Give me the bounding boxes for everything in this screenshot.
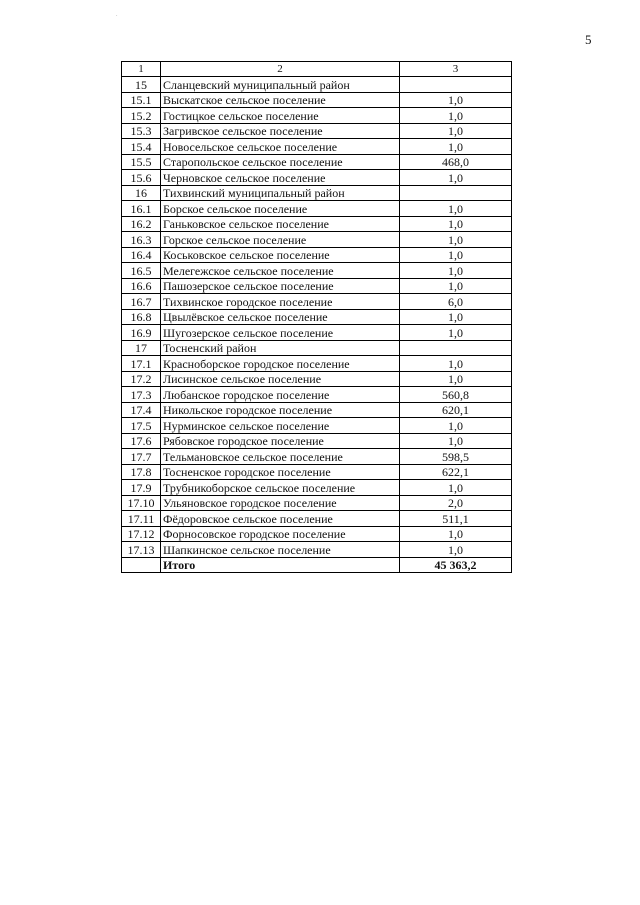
settlement-name-cell: Рябовское городское поселение bbox=[161, 433, 400, 449]
value-cell: 622,1 bbox=[400, 464, 512, 480]
settlement-name-cell: Форносовское городское поселение bbox=[161, 526, 400, 542]
table-row bbox=[122, 464, 512, 480]
row-number-cell: 17.1 bbox=[122, 356, 161, 372]
table-row bbox=[122, 433, 512, 449]
settlement-name-cell: Тихвинское городское поселение bbox=[161, 294, 400, 310]
settlement-name-cell: Мелегежское сельское поселение bbox=[161, 263, 400, 279]
settlement-name-cell: Трубникоборское сельское поселение bbox=[161, 480, 400, 496]
value-cell: 468,0 bbox=[400, 154, 512, 170]
row-number-cell: 15 bbox=[122, 77, 161, 93]
header-cell-1: 1 bbox=[122, 62, 161, 77]
row-number-cell: 16.5 bbox=[122, 263, 161, 279]
value-cell bbox=[400, 340, 512, 356]
settlement-name-cell: Загривское сельское поселение bbox=[161, 123, 400, 139]
row-number-cell: 17.3 bbox=[122, 387, 161, 403]
row-number-cell: 17.11 bbox=[122, 511, 161, 527]
row-number-cell: 17.12 bbox=[122, 526, 161, 542]
total-empty-cell bbox=[122, 557, 161, 573]
table-row bbox=[122, 77, 512, 93]
settlement-name-cell: Сланцевский муниципальный район bbox=[161, 77, 400, 93]
settlement-name-cell: Борское сельское поселение bbox=[161, 201, 400, 217]
value-cell: 1,0 bbox=[400, 232, 512, 248]
settlement-name-cell: Шугозерское сельское поселение bbox=[161, 325, 400, 341]
row-number-cell: 16.8 bbox=[122, 309, 161, 325]
value-cell: 1,0 bbox=[400, 480, 512, 496]
row-number-cell: 16.2 bbox=[122, 216, 161, 232]
row-number-cell: 15.5 bbox=[122, 154, 161, 170]
row-number-cell: 15.2 bbox=[122, 108, 161, 124]
settlement-name-cell: Старопольское сельское поселение bbox=[161, 154, 400, 170]
value-cell: 1,0 bbox=[400, 371, 512, 387]
settlement-name-cell: Тосненское городское поселение bbox=[161, 464, 400, 480]
settlement-name-cell: Пашозерское сельское поселение bbox=[161, 278, 400, 294]
table-row bbox=[122, 418, 512, 434]
total-value-cell: 45 363,2 bbox=[400, 557, 512, 573]
settlement-name-cell: Тихвинский муниципальный район bbox=[161, 185, 400, 201]
table-row bbox=[122, 154, 512, 170]
row-number-cell: 16.4 bbox=[122, 247, 161, 263]
value-cell: 598,5 bbox=[400, 449, 512, 465]
table-row bbox=[122, 542, 512, 558]
settlement-name-cell: Красноборское городское поселение bbox=[161, 356, 400, 372]
table-row bbox=[122, 185, 512, 201]
row-number-cell: 15.6 bbox=[122, 170, 161, 186]
value-cell: 1,0 bbox=[400, 418, 512, 434]
settlement-name-cell: Ульяновское городское поселение bbox=[161, 495, 400, 511]
row-number-cell: 17.4 bbox=[122, 402, 161, 418]
table-row bbox=[122, 309, 512, 325]
table-row bbox=[122, 201, 512, 217]
table-row bbox=[122, 340, 512, 356]
table-row bbox=[122, 123, 512, 139]
table-row bbox=[122, 263, 512, 279]
table-row bbox=[122, 402, 512, 418]
table-body bbox=[122, 62, 512, 573]
table-row bbox=[122, 387, 512, 403]
total-row bbox=[122, 557, 512, 573]
value-cell: 1,0 bbox=[400, 542, 512, 558]
table-row bbox=[122, 449, 512, 465]
value-cell: 620,1 bbox=[400, 402, 512, 418]
table-row bbox=[122, 511, 512, 527]
row-number-cell: 17.6 bbox=[122, 433, 161, 449]
value-cell: 1,0 bbox=[400, 526, 512, 542]
table-row bbox=[122, 216, 512, 232]
value-cell: 1,0 bbox=[400, 92, 512, 108]
settlement-name-cell: Нурминское сельское поселение bbox=[161, 418, 400, 434]
row-number-cell: 17.8 bbox=[122, 464, 161, 480]
value-cell bbox=[400, 77, 512, 93]
settlement-name-cell: Гостицкое сельское поселение bbox=[161, 108, 400, 124]
table-row bbox=[122, 480, 512, 496]
value-cell: 2,0 bbox=[400, 495, 512, 511]
settlement-name-cell: Ганьковское сельское поселение bbox=[161, 216, 400, 232]
row-number-cell: 16.1 bbox=[122, 201, 161, 217]
table-row bbox=[122, 325, 512, 341]
row-number-cell: 17.5 bbox=[122, 418, 161, 434]
value-cell: 1,0 bbox=[400, 108, 512, 124]
value-cell: 1,0 bbox=[400, 201, 512, 217]
table-row bbox=[122, 232, 512, 248]
row-number-cell: 17.10 bbox=[122, 495, 161, 511]
value-cell: 1,0 bbox=[400, 170, 512, 186]
value-cell: 1,0 bbox=[400, 325, 512, 341]
table-row bbox=[122, 526, 512, 542]
settlement-name-cell: Любанское городское поселение bbox=[161, 387, 400, 403]
row-number-cell: 15.1 bbox=[122, 92, 161, 108]
value-cell: 1,0 bbox=[400, 139, 512, 155]
row-number-cell: 15.4 bbox=[122, 139, 161, 155]
row-number-cell: 17.13 bbox=[122, 542, 161, 558]
value-cell: 1,0 bbox=[400, 433, 512, 449]
row-number-cell: 17.2 bbox=[122, 371, 161, 387]
header-cell-3: 3 bbox=[400, 62, 512, 77]
value-cell: 560,8 bbox=[400, 387, 512, 403]
settlement-name-cell: Горское сельское поселение bbox=[161, 232, 400, 248]
page-number: 5 bbox=[585, 32, 592, 47]
row-number-cell: 17.9 bbox=[122, 480, 161, 496]
row-number-cell: 16.6 bbox=[122, 278, 161, 294]
table-row bbox=[122, 356, 512, 372]
table-row bbox=[122, 139, 512, 155]
table-row bbox=[122, 92, 512, 108]
table-row bbox=[122, 371, 512, 387]
value-cell: 1,0 bbox=[400, 278, 512, 294]
total-label-cell: Итого bbox=[161, 557, 400, 573]
value-cell: 1,0 bbox=[400, 216, 512, 232]
value-cell: 6,0 bbox=[400, 294, 512, 310]
settlement-name-cell: Новосельское сельское поселение bbox=[161, 139, 400, 155]
table-header-row bbox=[122, 62, 512, 77]
settlement-name-cell: Черновское сельское поселение bbox=[161, 170, 400, 186]
value-cell: 1,0 bbox=[400, 309, 512, 325]
table-row bbox=[122, 170, 512, 186]
table-row bbox=[122, 495, 512, 511]
value-cell bbox=[400, 185, 512, 201]
table-row bbox=[122, 108, 512, 124]
settlement-name-cell: Шапкинское сельское поселение bbox=[161, 542, 400, 558]
settlement-name-cell: Тосненский район bbox=[161, 340, 400, 356]
value-cell: 1,0 bbox=[400, 123, 512, 139]
settlement-name-cell: Тельмановское сельское поселение bbox=[161, 449, 400, 465]
row-number-cell: 15.3 bbox=[122, 123, 161, 139]
value-cell: 1,0 bbox=[400, 356, 512, 372]
table-row bbox=[122, 278, 512, 294]
allocation-table bbox=[121, 61, 512, 573]
scan-mark: . bbox=[116, 12, 118, 18]
settlement-name-cell: Никольское городское поселение bbox=[161, 402, 400, 418]
row-number-cell: 16.3 bbox=[122, 232, 161, 248]
row-number-cell: 16.9 bbox=[122, 325, 161, 341]
settlement-name-cell: Цвылёвское сельское поселение bbox=[161, 309, 400, 325]
row-number-cell: 16.7 bbox=[122, 294, 161, 310]
settlement-name-cell: Коськовское сельское поселение bbox=[161, 247, 400, 263]
value-cell: 1,0 bbox=[400, 263, 512, 279]
table-row bbox=[122, 247, 512, 263]
row-number-cell: 17 bbox=[122, 340, 161, 356]
settlement-name-cell: Фёдоровское сельское поселение bbox=[161, 511, 400, 527]
row-number-cell: 17.7 bbox=[122, 449, 161, 465]
row-number-cell: 16 bbox=[122, 185, 161, 201]
value-cell: 511,1 bbox=[400, 511, 512, 527]
settlement-name-cell: Лисинское сельское поселение bbox=[161, 371, 400, 387]
table-row bbox=[122, 294, 512, 310]
header-cell-2: 2 bbox=[161, 62, 400, 77]
value-cell: 1,0 bbox=[400, 247, 512, 263]
settlement-name-cell: Выскатское сельское поселение bbox=[161, 92, 400, 108]
